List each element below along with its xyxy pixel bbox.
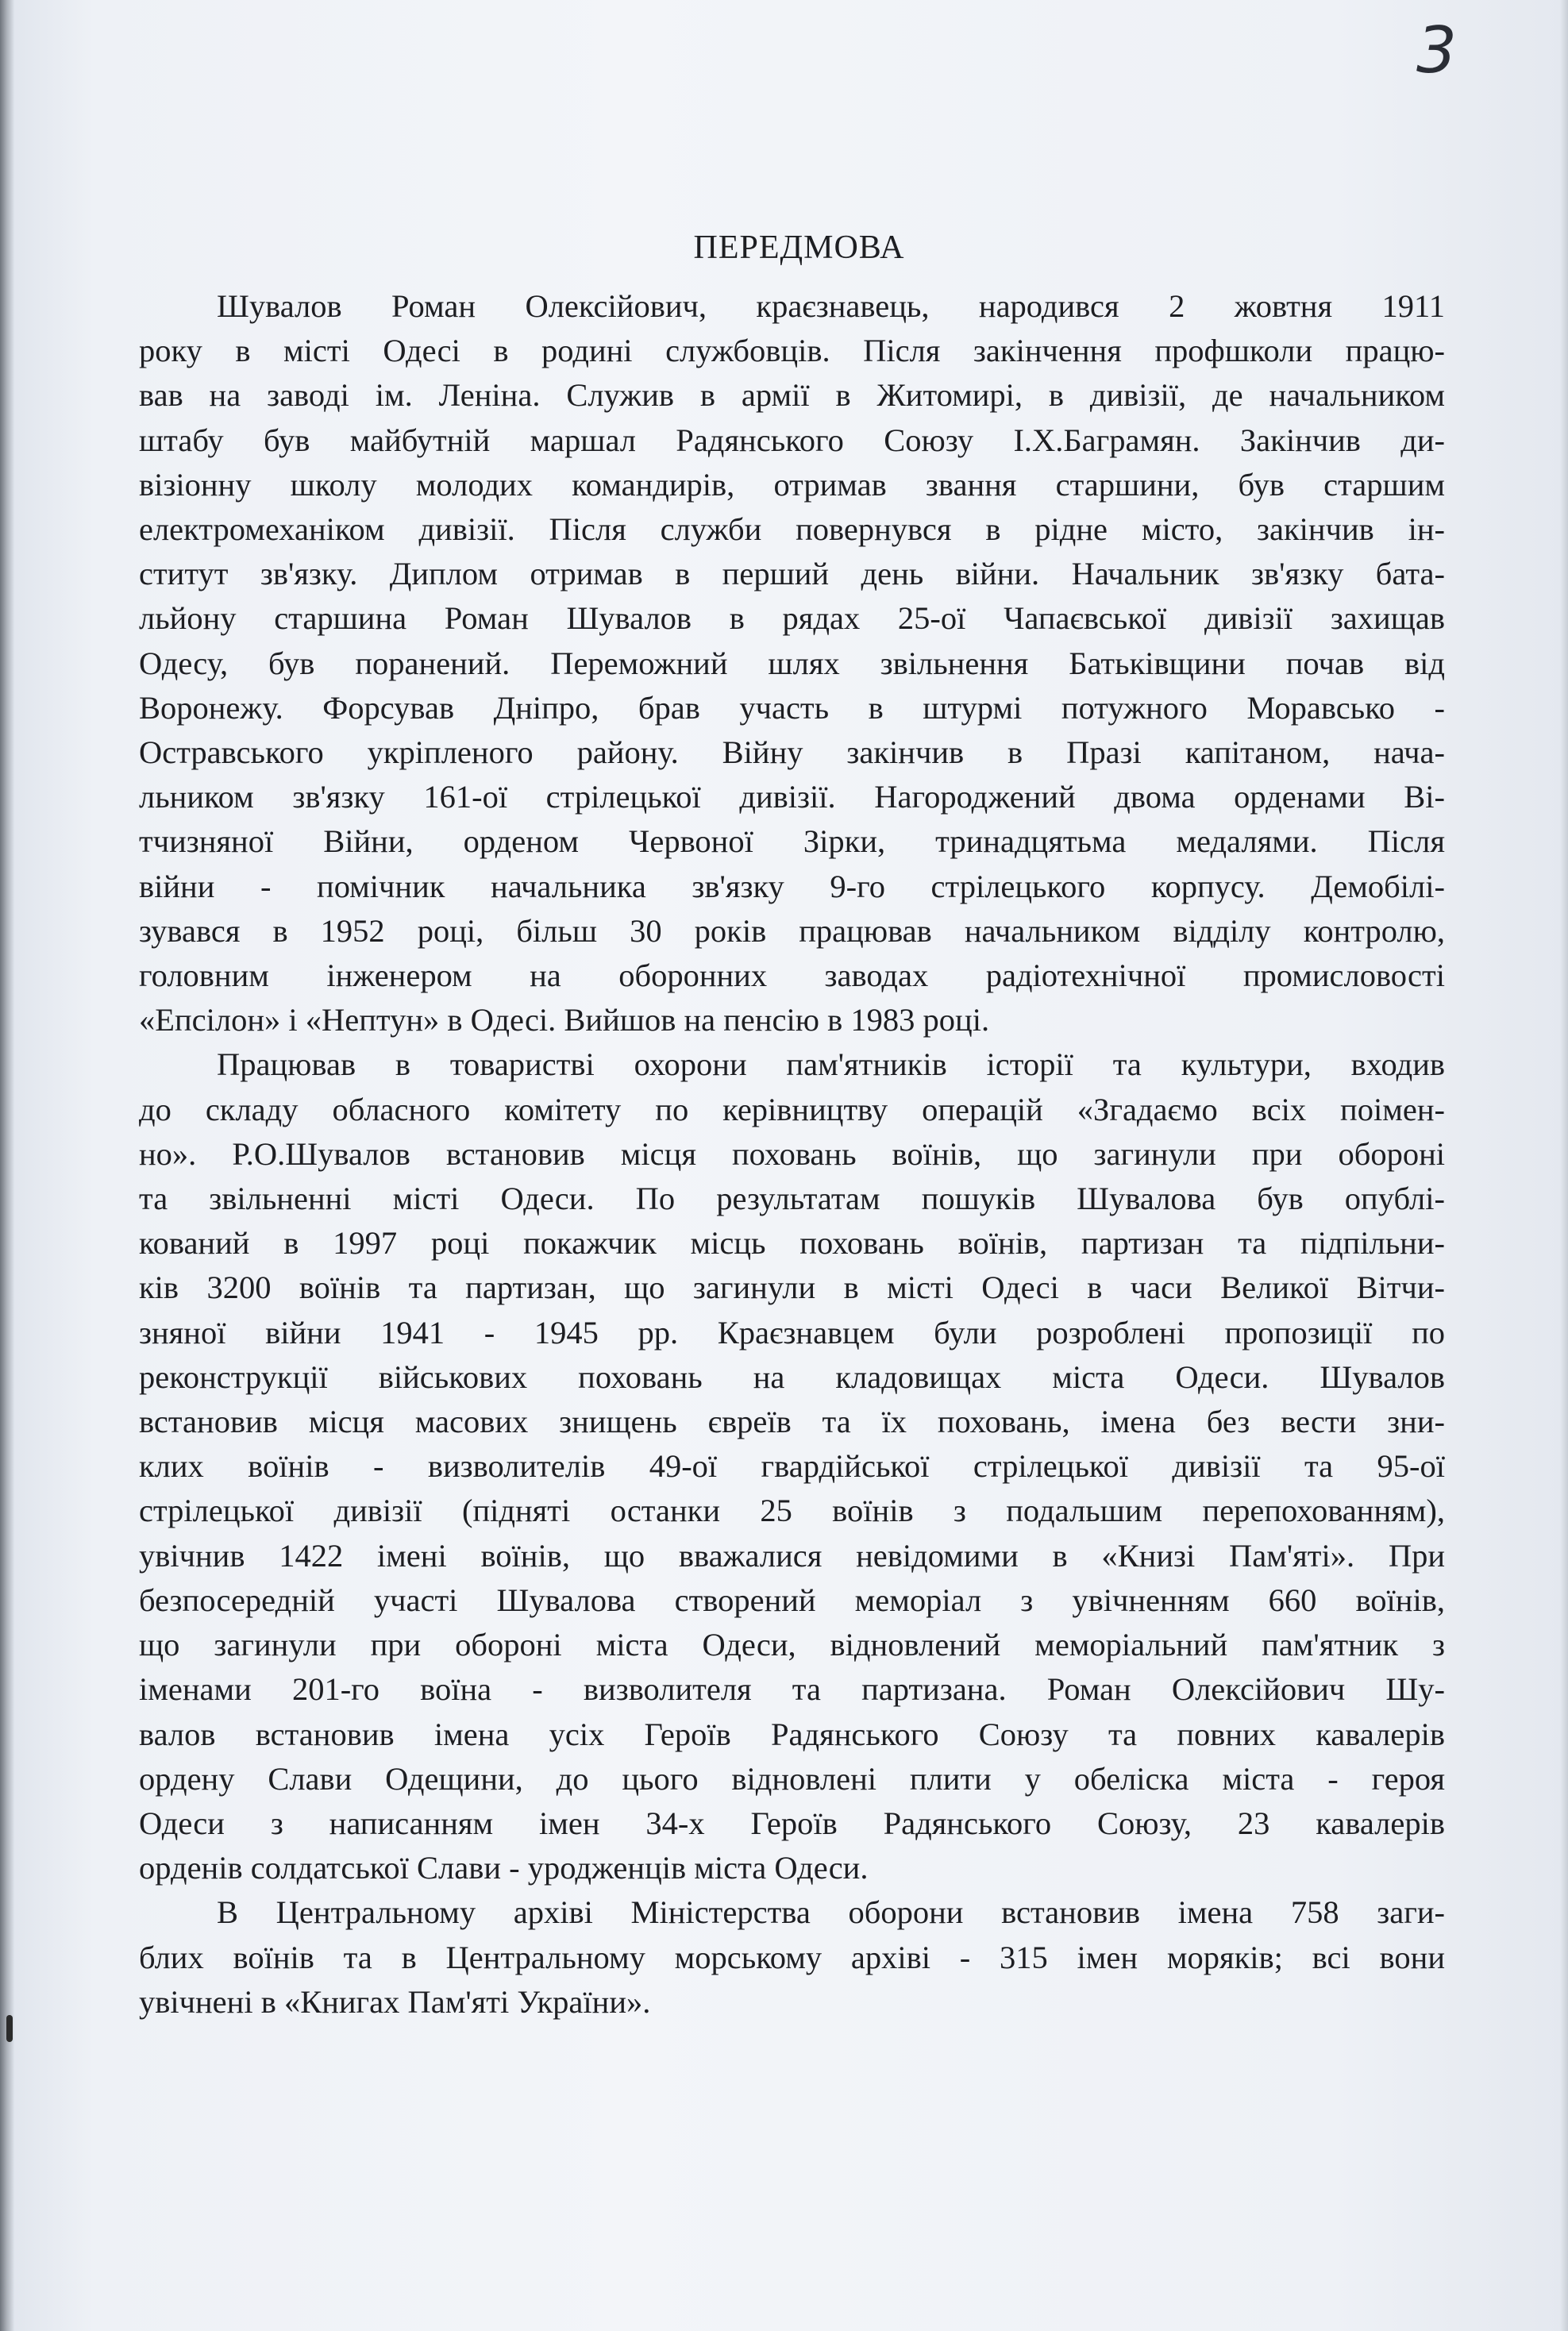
text-line: кований в 1997 році покажчик місць поховань воїнів, партизан та підпільни- [139, 1225, 1445, 1262]
text-line: клих воїнів - визволителів 49-ої гвардійської стрілецької дивізії та 95-ої [139, 1448, 1445, 1485]
text-line: Одесу, був поранений. Переможний шлях звільнення Батьківщини почав від [139, 645, 1445, 681]
text-line: вав на заводі ім. Леніна. Служив в армії в Житомирі, в дивізії, де начальником [139, 377, 1445, 414]
page-number: 3 [1416, 13, 1457, 87]
text-line: В Центральному архіві Міністерства оборони встановив імена 758 заги- [217, 1894, 1445, 1931]
paragraph-3 [139, 1890, 1445, 2025]
text-line: Працював в товаристві охорони пам'ятників історії та культури, входив [217, 1046, 1445, 1083]
text-line: «Епсілон» і «Нептун» в Одесі. Вийшов на пенсію в 1983 році. [139, 1002, 990, 1038]
text-line: реконструкції військових поховань на кладовищах міста Одеси. Шувалов [139, 1358, 1445, 1395]
text-line: Остравського укріпленого району. Війну закінчив в Празі капітаном, нача- [139, 734, 1445, 771]
binding-mark [6, 2015, 13, 2042]
text-line: льйону старшина Роман Шувалов в рядах 25-ої Чапаєвської дивізії захищав [139, 600, 1445, 637]
text-line: електромеханіком дивізії. Після служби повернувся в рідне місто, закінчив ін- [139, 511, 1445, 548]
text-line: головним інженером на оборонних заводах радіотехнічної промисловості [139, 957, 1445, 994]
text-line: штабу був майбутній маршал Радянського Союзу І.Х.Баграмян. Закінчив ди- [139, 422, 1445, 458]
text-line: ків 3200 воїнів та партизан, що загинули в місті Одесі в часи Великої Вітчи- [139, 1270, 1445, 1306]
text-line: льником зв'язку 161-ої стрілецької дивізії. Нагороджений двома орденами Ві- [139, 779, 1445, 815]
text-line: зняної війни 1941 - 1945 рр. Краєзнавцем були розроблені пропозиції по [139, 1314, 1445, 1350]
text-line: тчизняної Війни, орденом Червоної Зірки, тринадцятьма медалями. Після [139, 823, 1445, 860]
text-line: безпосередній участі Шувалова створений меморіал з увічненням 660 воїнів, [139, 1582, 1445, 1618]
text-line: що загинули при обороні міста Одеси, відновлений меморіальний пам'ятник з [139, 1627, 1445, 1663]
text-line: Воронежу. Форсував Дніпро, брав участь в штурмі потужного Моравсько - [139, 689, 1445, 726]
text-line: зувався в 1952 році, більш 30 років працював начальником відділу контролю, [139, 912, 1445, 949]
text-line: війни - помічник начальника зв'язку 9-го стрілецького корпусу. Демобілі- [139, 868, 1445, 904]
text-line: валов встановив імена усіх Героїв Радянського Союзу та повних кавалерів [139, 1716, 1445, 1752]
text-line: візіонну школу молодих командирів, отримав звання старшини, був старшим [139, 466, 1445, 503]
text-line: року в місті Одесі в родині службовців. Після закінчення профшколи працю- [139, 333, 1445, 369]
text-line: блих воїнів та в Центральному морському архіві - 315 імен моряків; всі вони [139, 1939, 1445, 1975]
text-line: встановив місця масових знищень євреїв та їх поховань, імена без вести зни- [139, 1404, 1445, 1440]
text-line: ордену Слави Одещини, до цього відновлені плити у обеліска міста - героя [139, 1760, 1445, 1797]
paragraph-1 [139, 284, 1445, 1042]
text-line: но». Р.О.Шувалов встановив місця поховань воїнів, що загинули при обороні [139, 1135, 1445, 1172]
text-line: до складу обласного комітету по керівництву операцій «Згадаємо всіх поімен- [139, 1091, 1445, 1127]
text-line: Одеси з написанням імен 34-х Героїв Радянського Союзу, 23 кавалерів [139, 1805, 1445, 1841]
text-line: Шувалов Роман Олексійович, краєзнавець, народився 2 жовтня 1911 [217, 288, 1445, 324]
text-line: ститут зв'язку. Диплом отримав в перший день війни. Начальник зв'язку бата- [139, 556, 1445, 592]
text-line: та звільненні місті Одеси. По результатам пошуків Шувалова був опублі- [139, 1181, 1445, 1217]
document-body [139, 227, 1445, 2025]
paragraphs-container [139, 284, 1445, 2025]
text-line: іменами 201-го воїна - визволителя та партизана. Роман Олексійович Шу- [139, 1671, 1445, 1708]
page-left-edge-shadow [0, 0, 14, 2331]
text-line: стрілецької дивізії (підняті останки 25 воїнів з подальшим перепохованням), [139, 1493, 1445, 1529]
text-line: орденів солдатської Слави - уродженців міста Одеси. [139, 1850, 869, 1886]
document-title: ПЕРЕДМОВА [693, 229, 905, 266]
text-line: увічнив 1422 імені воїнів, що вважалися невідомими в «Книзі Пам'яті». При [139, 1537, 1445, 1574]
paragraph-2 [139, 1042, 1445, 1890]
page-right-edge-shadow [1560, 0, 1568, 2331]
text-line: увічнені в «Книгах Пам'яті України». [139, 1983, 651, 2020]
